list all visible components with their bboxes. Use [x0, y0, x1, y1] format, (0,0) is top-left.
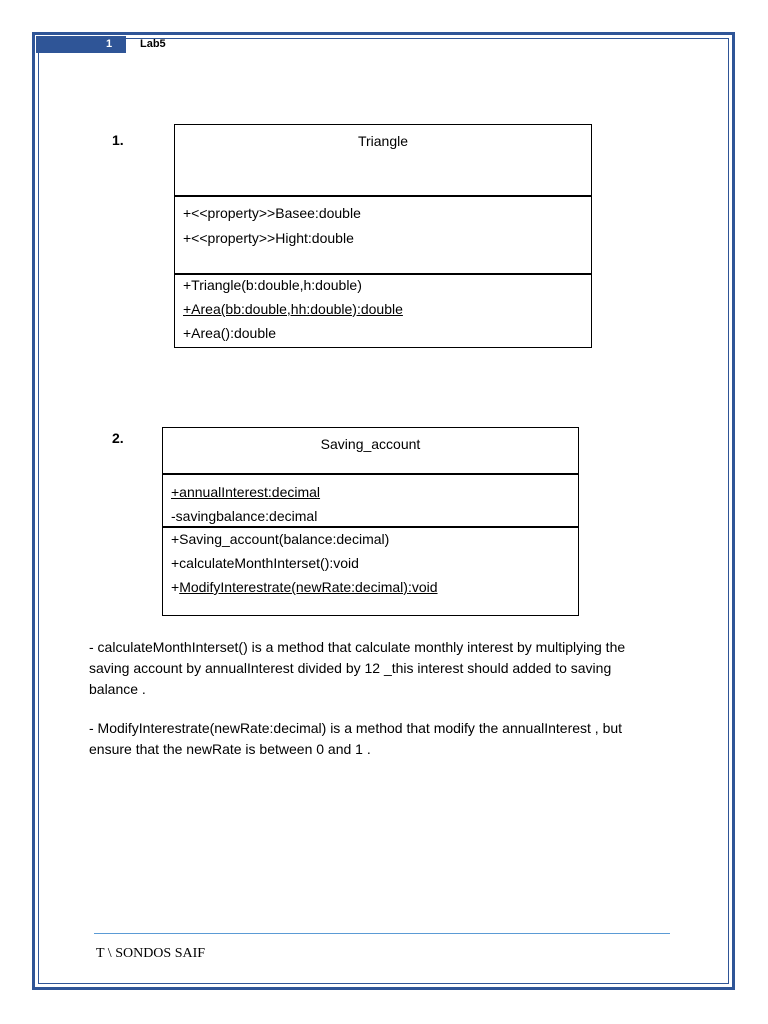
- paragraph-modify: - ModifyInterestrate(newRate:decimal) is a method that modify the annualInterest , but ensure that the newRate is between 0 and 1 .: [89, 720, 623, 757]
- footer-rule: [94, 933, 670, 934]
- saving-account-attribute: -savingbalance:decimal: [171, 508, 318, 524]
- triangle-attribute: +<<property>>Hight:double: [183, 230, 354, 246]
- saving-account-method-static: [171, 579, 438, 595]
- diagram1-number: 1.: [112, 132, 124, 148]
- header-title: Lab5: [140, 38, 166, 50]
- paragraph-calculate: - calculateMonthInterset() is a method that calculate monthly interest by multiplying the saving account by annualInterest divided by 12 _this interest should added to saving balance .: [89, 639, 626, 697]
- saving-account-class-name: Saving_account: [320, 436, 421, 452]
- method3-prefix: +: [171, 579, 180, 595]
- saving-account-method: +Saving_account(balance:decimal): [171, 531, 390, 547]
- diagram2-number: 2.: [112, 430, 124, 446]
- triangle-class-name: Triangle: [357, 133, 409, 149]
- saving-account-divider-2: [163, 526, 578, 528]
- triangle-divider-2: [175, 273, 591, 275]
- header-bar: [36, 36, 126, 53]
- saving-account-divider-1: [163, 473, 578, 475]
- page-number: 1: [106, 38, 113, 50]
- triangle-method-static: +Area(bb:double,hh:double):double: [183, 301, 403, 317]
- triangle-attribute: +<<property>>Basee:double: [183, 205, 361, 221]
- method3-name: ModifyInterestrate(newRate:decimal):void: [179, 579, 438, 595]
- saving-account-class-box: [162, 427, 579, 616]
- triangle-method: +Triangle(b:double,h:double): [183, 277, 362, 293]
- triangle-divider-1: [175, 195, 591, 197]
- footer-author: T \ SONDOS SAIF: [96, 946, 206, 961]
- saving-account-attribute-static: +annualInterest:decimal: [171, 484, 321, 500]
- triangle-class-box: [174, 124, 592, 348]
- saving-account-method: +calculateMonthInterset():void: [171, 555, 359, 571]
- triangle-method: +Area():double: [183, 325, 277, 341]
